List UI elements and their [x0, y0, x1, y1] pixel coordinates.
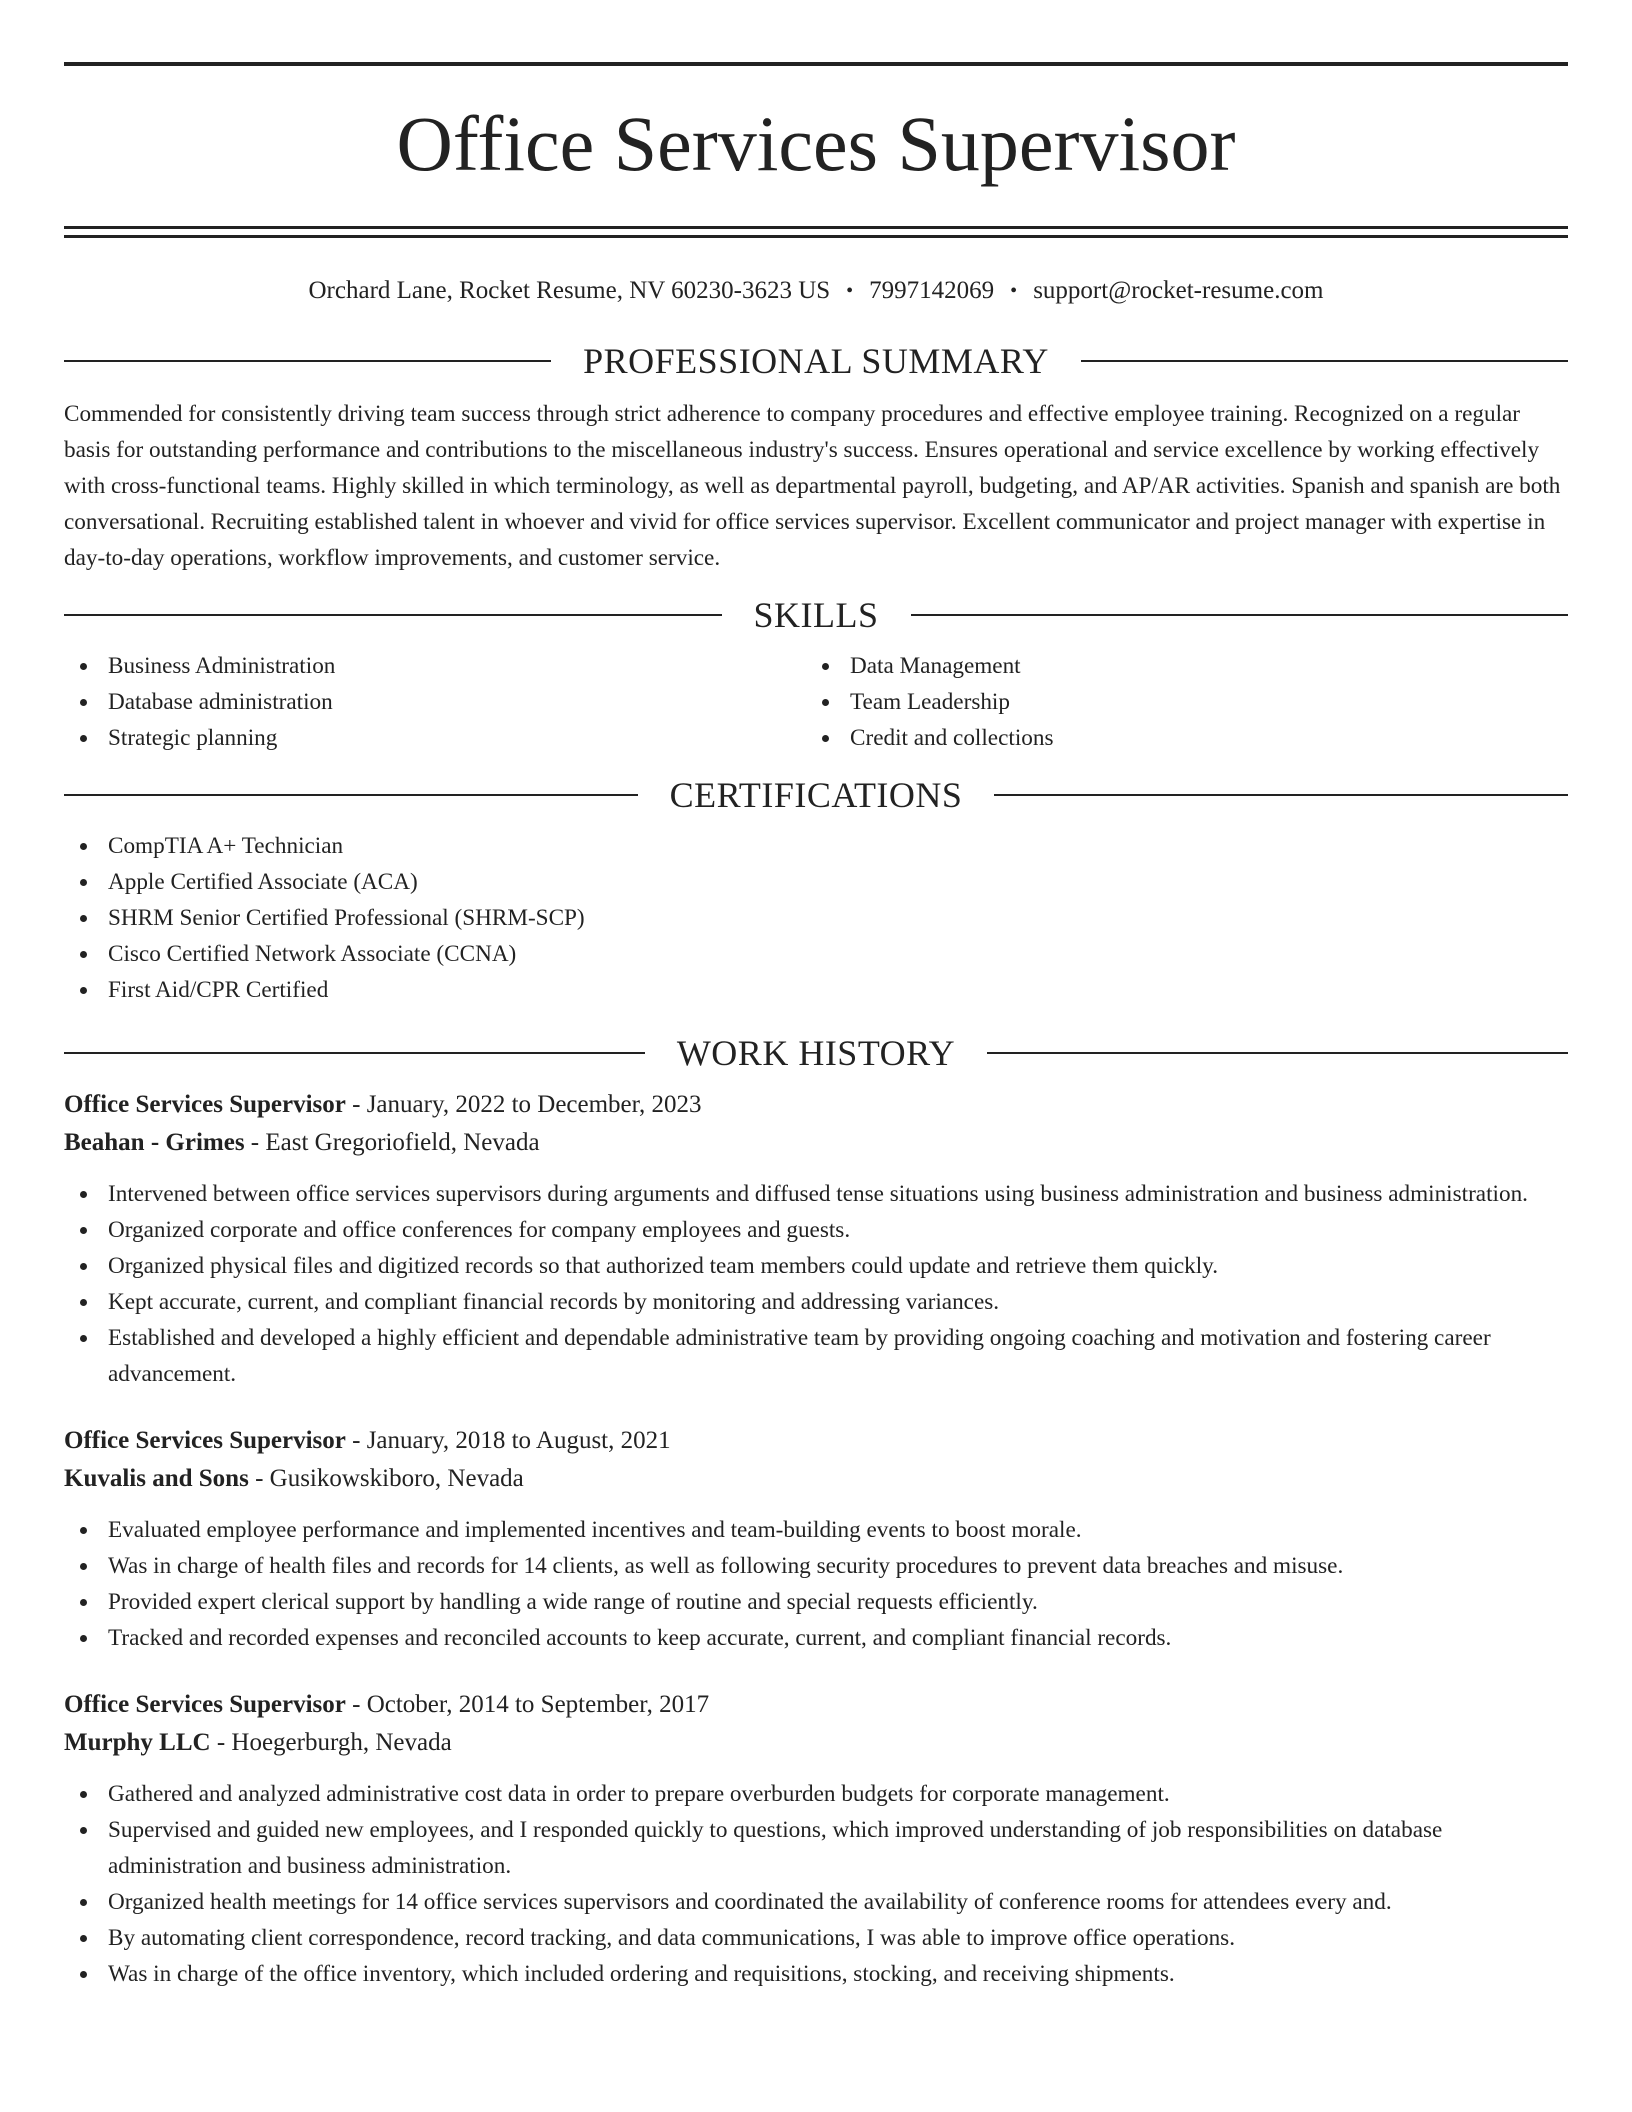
contact-address: Orchard Lane, Rocket Resume, NV 60230-3623 US: [308, 277, 831, 304]
job-company-line: [64, 1124, 1568, 1162]
job-bullet: Evaluated employee performance and implemented incentives and team-building events to boost morale.: [64, 1512, 1568, 1548]
job-company: Beahan - Grimes: [64, 1129, 245, 1156]
certification-item: First Aid/CPR Certified: [64, 972, 1568, 1008]
skill-item: Strategic planning: [64, 720, 806, 756]
certification-item: SHRM Senior Certified Professional (SHRM-SCP): [64, 900, 1568, 936]
job-entry: [64, 1422, 1568, 1656]
job-bullet: Was in charge of the office inventory, which included ordering and requisitions, stocking, and receiving shipments.: [64, 1956, 1568, 1992]
contact-separator: •: [1010, 280, 1018, 302]
job-title-line: [64, 1086, 1568, 1124]
job-title: Office Services Supervisor: [64, 1091, 346, 1118]
job-title: Office Services Supervisor: [64, 1427, 346, 1454]
skills-column-right: [806, 648, 1548, 756]
job-location: - Hoegerburgh, Nevada: [210, 1729, 452, 1756]
job-entry: [64, 1686, 1568, 1992]
contact-separator: •: [846, 280, 854, 302]
job-dates: - January, 2022 to December, 2023: [345, 1091, 702, 1118]
job-dates: - January, 2018 to August, 2021: [345, 1427, 671, 1454]
job-bullet: Supervised and guided new employees, and I responded quickly to questions, which improved understanding of job responsibilities on database administration and business administration.: [64, 1812, 1568, 1884]
certification-item: Cisco Certified Network Associate (CCNA): [64, 936, 1568, 972]
job-bullet: Gathered and analyzed administrative cost data in order to prepare overburden budgets for corporate management.: [64, 1776, 1568, 1812]
summary-heading: [64, 336, 1568, 386]
job-bullet: Intervened between office services supervisors during arguments and diffused tense situations using business administration and business administration.: [64, 1176, 1568, 1212]
skill-item: Credit and collections: [806, 720, 1548, 756]
work-history-heading: [64, 1028, 1568, 1078]
resume-page: [64, 62, 1568, 1992]
contact-email: support@rocket-resume.com: [1033, 277, 1324, 304]
title-double-rule: [64, 226, 1568, 238]
skills-column-left: [64, 648, 806, 756]
top-rule: [64, 62, 1568, 66]
contact-phone: 7997142069: [869, 277, 995, 304]
job-title-line: [64, 1422, 1568, 1460]
job-bullet: Established and developed a highly efficient and dependable administrative team by providing ongoing coaching and motivation and fostering career advancement.: [64, 1320, 1568, 1392]
job-location: - Gusikowskiboro, Nevada: [248, 1465, 524, 1492]
job-title: Office Services Supervisor: [64, 1691, 346, 1718]
job-bullet: Organized health meetings for 14 office services supervisors and coordinated the availability of conference rooms for attendees every and.: [64, 1884, 1568, 1920]
skills-list: [64, 648, 1568, 756]
job-company: Kuvalis and Sons: [64, 1465, 249, 1492]
summary-text: Commended for consistently driving team success through strict adherence to company procedures and effective employee training. Recognized on a regular basis for outstanding performance and contributions to the miscellaneous industry's success. Ensures operational and service excellence by working effectively with cross-functional teams. Highly skilled in which terminology, as well as departmental payroll, budgeting, and AP/AR activities. Spanish and spanish are both conversational. Recruiting established talent in whoever and vivid for office services supervisor. Excellent communicator and project manager with expertise in day-to-day operations, workflow improvements, and customer service.: [64, 401, 1561, 571]
job-company: Murphy LLC: [64, 1729, 211, 1756]
job-bullet: Organized corporate and office conferences for company employees and guests.: [64, 1212, 1568, 1248]
skills-heading-label: SKILLS: [753, 595, 879, 635]
contact-line: [64, 276, 1568, 306]
job-bullets: [64, 1512, 1568, 1656]
certifications-heading-label: CERTIFICATIONS: [669, 775, 963, 815]
job-company-line: [64, 1724, 1568, 1762]
skills-heading: [64, 590, 1568, 640]
certifications-heading: [64, 770, 1568, 820]
job-title-line: [64, 1686, 1568, 1724]
resume-title: Office Services Supervisor: [396, 100, 1236, 187]
skill-item: Database administration: [64, 684, 806, 720]
job-bullet: Provided expert clerical support by handling a wide range of routine and special requests efficiently.: [64, 1584, 1568, 1620]
job-dates: - October, 2014 to September, 2017: [345, 1691, 710, 1718]
job-location: - East Gregoriofield, Nevada: [244, 1129, 540, 1156]
summary-heading-label: PROFESSIONAL SUMMARY: [583, 341, 1049, 381]
certification-item: CompTIA A+ Technician: [64, 828, 1568, 864]
skill-item: Team Leadership: [806, 684, 1548, 720]
skill-item: Business Administration: [64, 648, 806, 684]
job-company-line: [64, 1460, 1568, 1498]
certification-item: Apple Certified Associate (ACA): [64, 864, 1568, 900]
job-bullet: Tracked and recorded expenses and reconciled accounts to keep accurate, current, and compliant financial records.: [64, 1620, 1568, 1656]
work-history-heading-label: WORK HISTORY: [676, 1033, 956, 1073]
job-bullet: By automating client correspondence, record tracking, and data communications, I was able to improve office operations.: [64, 1920, 1568, 1956]
job-bullets: [64, 1776, 1568, 1992]
certifications-list: [64, 828, 1568, 1008]
job-bullets: [64, 1176, 1568, 1392]
skill-item: Data Management: [806, 648, 1548, 684]
job-bullet: Kept accurate, current, and compliant financial records by monitoring and addressing variances.: [64, 1284, 1568, 1320]
job-bullet: Organized physical files and digitized records so that authorized team members could update and retrieve them quickly.: [64, 1248, 1568, 1284]
job-entry: [64, 1086, 1568, 1392]
job-bullet: Was in charge of health files and records for 14 clients, as well as following security procedures to prevent data breaches and misuse.: [64, 1548, 1568, 1584]
